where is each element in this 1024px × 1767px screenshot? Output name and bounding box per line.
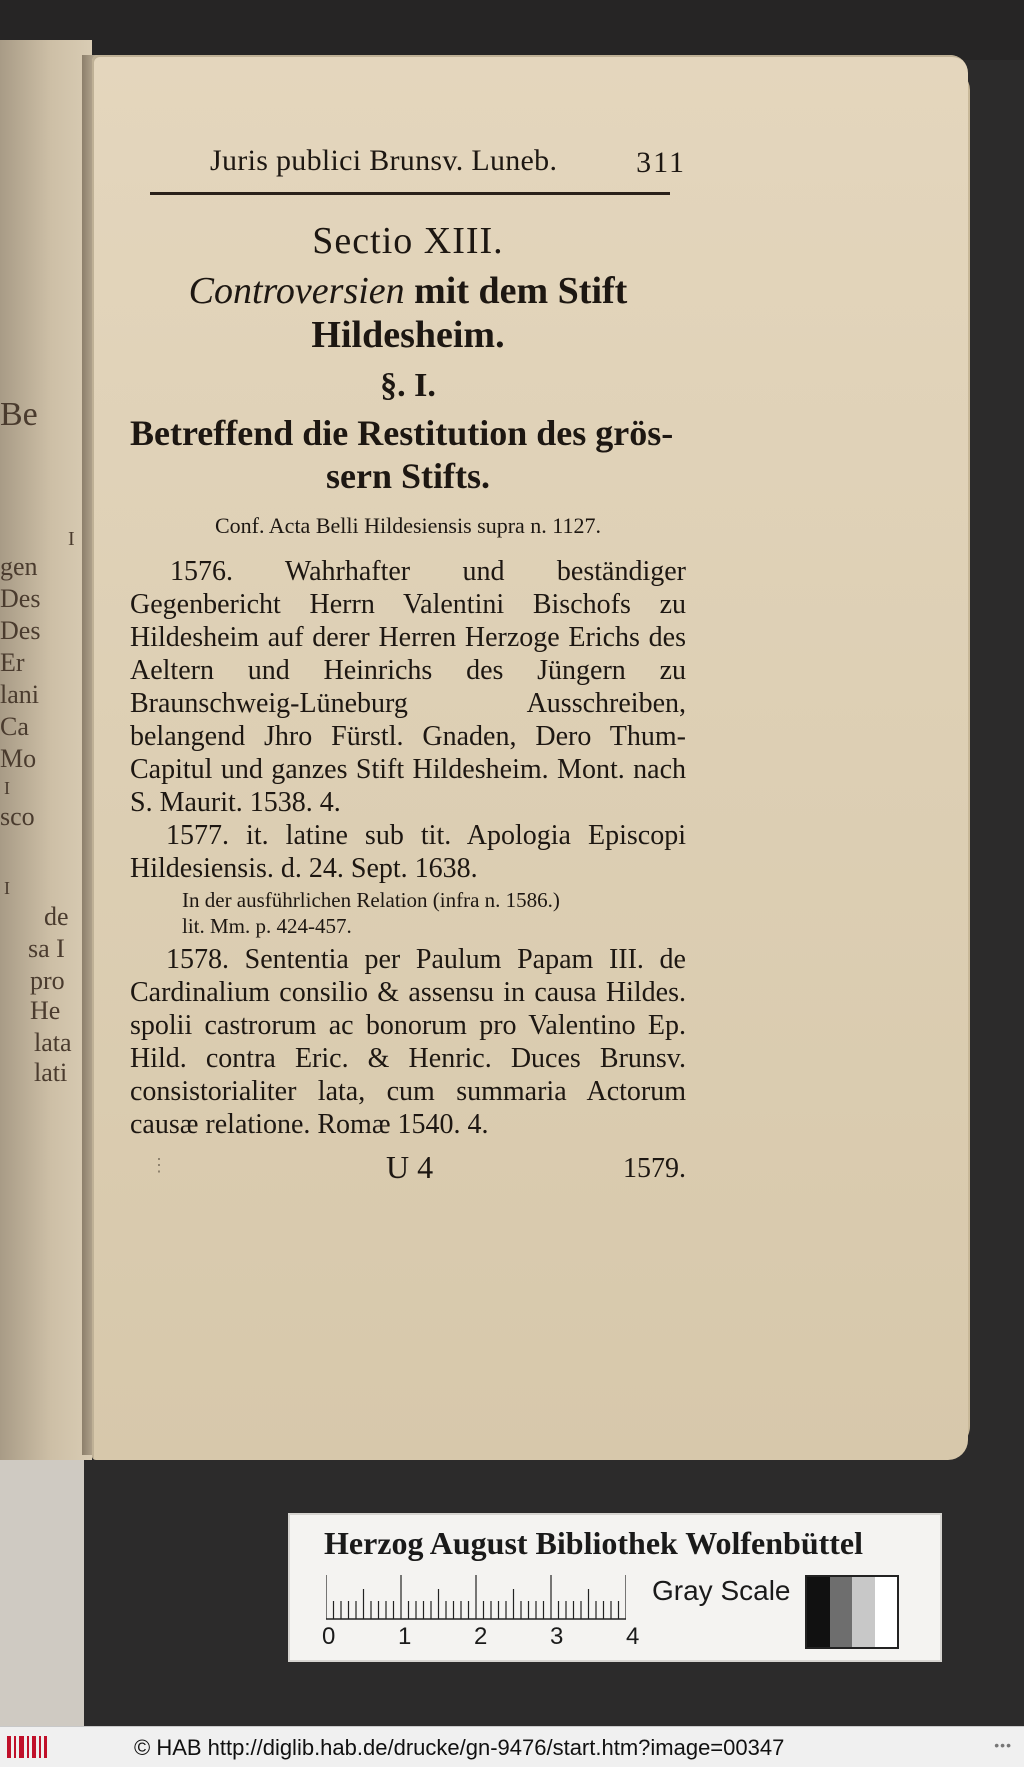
section-title-italic: Controversien bbox=[188, 270, 405, 312]
status-bar bbox=[0, 1726, 1024, 1767]
gray-scale-label: Gray Scale bbox=[652, 1575, 791, 1606]
facing-fragment: I bbox=[4, 878, 10, 898]
bibliography-entry: 1576. Wahrhafter und beständiger Gegenbericht Herrn Valentini Bischofs zu Hildesheim auf derer Herren Herzoge Erichs des Aeltern und Heinrichs des Jüngern zu Braunschweig-Lüneburg Ausschreiben, belangend Jhro Fürstl. Gnaden, Dero Thum-Capitul und ganzes Stift Hildesheim. Mont. nach S. Maurit. 1538. 4. bbox=[130, 556, 686, 818]
facing-fragment: sco bbox=[0, 802, 35, 831]
ruler-label: 1 bbox=[398, 1623, 412, 1650]
bibliography-entry: 1578. Sententia per Paulum Papam III. de Cardinalium consilio & assensu in causa Hildes. spolii castrorum ac bonorum pro Valentino Ep. Hild. contra Eric. & Henric. Duces Brunsv. consistorialiter lata, cum summaria Actorum causæ relatione. Romæ 1540. 4. bbox=[130, 944, 686, 1140]
library-color-card bbox=[288, 1513, 942, 1662]
bibliography-entry: 1577. it. latine sub tit. Apologia Episcopi Hildesiensis. d. 24. Sept. 1638. bbox=[130, 820, 686, 884]
gray-patch bbox=[830, 1577, 853, 1647]
facing-fragment: de bbox=[44, 902, 69, 931]
facing-fragment: Be bbox=[0, 396, 38, 433]
library-name: Herzog August Bibliothek Wolfenbüttel bbox=[324, 1525, 864, 1561]
catchword: 1579. bbox=[623, 1153, 686, 1184]
facing-fragment: lati bbox=[34, 1058, 68, 1087]
header-rule bbox=[150, 192, 670, 195]
gray-patch bbox=[807, 1577, 830, 1647]
section-title-line2: Hildesheim. bbox=[311, 314, 505, 356]
entry-note bbox=[182, 887, 686, 939]
facing-fragment: I bbox=[68, 528, 75, 550]
running-head-title: Juris publici Brunsv. Luneb. bbox=[210, 144, 558, 177]
note-line: lit. Mm. p. 424-457. bbox=[182, 914, 352, 938]
facing-fragment: gen bbox=[0, 552, 38, 581]
facing-fragment: Mo bbox=[0, 744, 37, 773]
facing-fragment: Ca bbox=[0, 712, 29, 741]
facing-fragment: Des bbox=[0, 584, 41, 613]
facing-page-lower bbox=[0, 1460, 84, 1726]
ruler-label: 2 bbox=[474, 1623, 488, 1650]
copyright-url[interactable]: © HAB http://diglib.hab.de/drucke/gn-9476/start.htm?image=00347 bbox=[134, 1735, 785, 1760]
page-number: 311 bbox=[636, 146, 686, 179]
gray-patch bbox=[875, 1577, 898, 1647]
ruler-label: 3 bbox=[550, 1623, 564, 1650]
cross-reference: Conf. Acta Belli Hildesiensis supra n. 1127. bbox=[215, 513, 601, 538]
section-title-rest: mit dem Stift bbox=[414, 270, 628, 312]
facing-fragment: Er bbox=[0, 648, 25, 677]
subtitle-line1: Betreffend die Restitution des grös- bbox=[130, 413, 674, 453]
ruler-icon bbox=[326, 1573, 626, 1621]
gray-patch bbox=[852, 1577, 875, 1647]
facing-fragment: lani bbox=[0, 680, 39, 709]
facing-fragment: I bbox=[4, 778, 10, 798]
note-line: In der ausführlichen Relation (infra n. 1586.) bbox=[182, 888, 560, 912]
facing-fragment: He bbox=[30, 996, 61, 1025]
running-head bbox=[130, 140, 686, 188]
page-stain: ⋮ bbox=[150, 1155, 168, 1175]
page-footer bbox=[130, 1149, 686, 1189]
more-menu-icon[interactable]: ••• bbox=[994, 1737, 1012, 1753]
ruler-label: 4 bbox=[626, 1623, 640, 1650]
subtitle-line2: sern Stifts. bbox=[326, 456, 490, 496]
scanner-background bbox=[0, 0, 1024, 60]
page-content bbox=[130, 140, 686, 1189]
gray-scale-patches bbox=[805, 1575, 899, 1649]
barcode-icon[interactable] bbox=[6, 1735, 48, 1759]
facing-page-edge bbox=[0, 40, 92, 1460]
signature-mark: U 4 bbox=[386, 1149, 434, 1185]
facing-fragment: Des bbox=[0, 616, 41, 645]
paragraph-mark: §. I. bbox=[380, 367, 436, 404]
section-title bbox=[130, 269, 686, 313]
section-heading: Sectio XIII. bbox=[312, 220, 504, 262]
facing-fragment: lata bbox=[34, 1028, 72, 1057]
facing-fragment: pro bbox=[30, 966, 65, 995]
ruler-label: 0 bbox=[322, 1623, 336, 1650]
facing-fragment: sa I bbox=[28, 934, 65, 963]
